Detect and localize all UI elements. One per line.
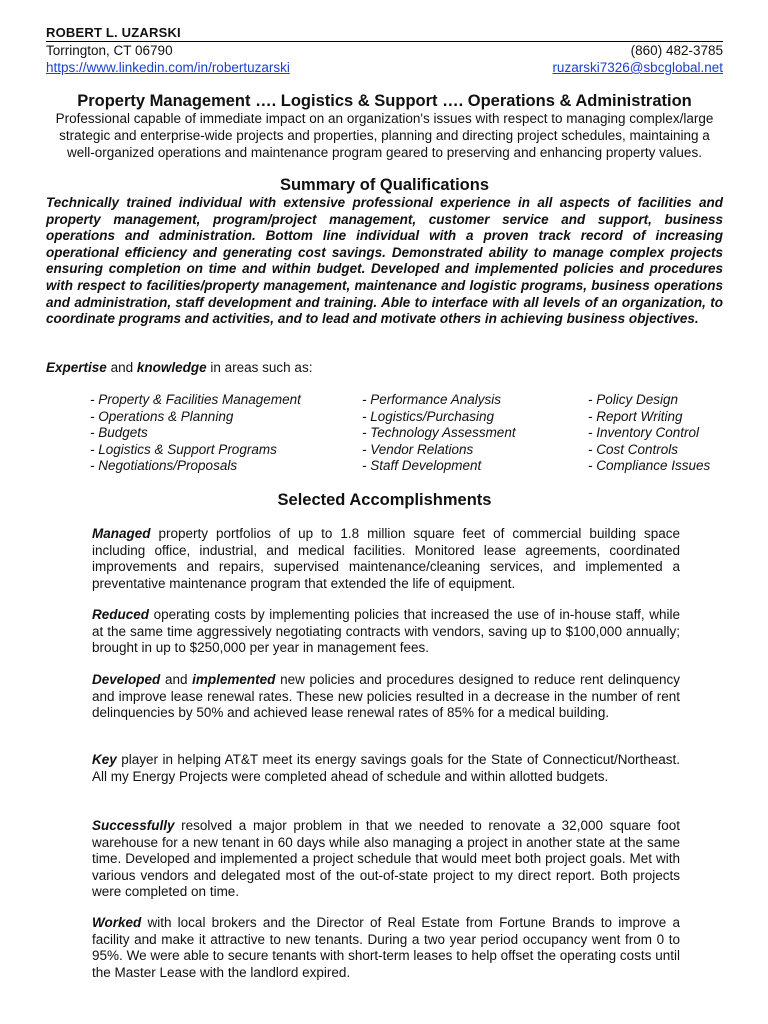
list-item: - Cost Controls (588, 441, 679, 457)
list-item: - Performance Analysis (362, 392, 502, 407)
intro-paragraph: Professional capable of immediate impact on an organization's issues with respect to managing complex/large strategic and enterprise-wide projects and properties, planning and directing project schedules, maintaining a well-organized operations and maintenance program geared to preserving and enhancing property values. (55, 111, 714, 160)
list-item: - Budgets (90, 425, 148, 441)
accomplishment-text: player in helping AT&T meet its energy savings goals for the State of Connecticut/Northeast. All my Energy Projects were completed ahead of schedule and within allotted budgets. (92, 752, 680, 784)
headline: Property Management …. Logistics & Support …. Operations & Administration (77, 92, 692, 110)
accomplishment-lead: Key (92, 752, 117, 767)
list-item: - Operations & Planning (90, 408, 234, 424)
list-item: - Staff Development (362, 458, 482, 474)
expertise-column-1 (90, 392, 301, 475)
list-item: - Inventory Control (588, 425, 700, 441)
knowledge-word: knowledge (136, 360, 207, 375)
contact-row-1 (46, 42, 723, 59)
list-item: - Vendor Relations (362, 441, 474, 457)
email-link[interactable]: ruzarski7326@sbcglobal.net (552, 60, 723, 75)
expertise-word: Expertise (46, 360, 107, 375)
linkedin-link[interactable]: https://www.linkedin.com/in/robertuzarski (46, 60, 290, 75)
accomplishment-lead: Managed (92, 526, 151, 541)
accomplishment-item (92, 607, 680, 657)
summary-paragraph: Technically trained individual with extensive professional experience in all aspects of facilities and property management, program/project management, customer service and support, business operations and administration. Bottom line individual with a proven track record of increasing operational efficiency and generating cost savings. Demonstrated ability to manage complex projects ensuring completion on time and within budget. Developed and implemented policies and procedures with respect to facilities/property management, maintenance and logistic programs, business operations and administration, staff development and training. Able to interface with all levels of an organization, to coordinate programs and activities, and to lead and motivate others in achieving business objectives. (46, 195, 723, 327)
accomplishment-item (92, 915, 680, 981)
expertise-intro (46, 360, 312, 375)
list-item: - Logistics & Support Programs (90, 441, 277, 457)
accomplishment-lead: Reduced (92, 607, 150, 622)
list-item: - Logistics/Purchasing (362, 408, 495, 424)
accomplishment-text: property portfolios of up to 1.8 million square feet of commercial building space including office, industrial, and medical facilities. Monitored lease agreements, coordinated improvements and repairs, supervised maintenance/cleaning services, and implemented a preventative maintenance program that extended the life of equipment. (92, 526, 680, 591)
list-item: - Report Writing (588, 408, 683, 424)
accomplishment-item (92, 818, 680, 901)
accomplishment-text: resolved a major problem in that we needed to renovate a 32,000 square foot warehouse for a new tenant in 60 days while also managing a project in another state at the same time. Developed and implemented a project schedule that would meet both project goals. Met with various vendors and delegated most of the out-of-state project to my direct report. Both projects were completed on time. (92, 818, 680, 900)
accomplishment-item (92, 526, 680, 592)
accomplishment-lead: Developed (92, 672, 161, 687)
phone-number: (860) 482-3785 (630, 43, 723, 58)
accomplishment-lead: Worked (92, 915, 142, 930)
list-item: - Policy Design (588, 392, 679, 407)
accomplishment-text: with local brokers and the Director of Real Estate from Fortune Brands to improve a facility and make it attractive to new tenants. During a two year period occupancy went from 0 to 95%. We were able to secure tenants with short-term leases to help offset the operating costs until the Master Lease with the landlord expired. (92, 915, 680, 980)
summary-title: Summary of Qualifications (279, 176, 490, 194)
expertise-column-2 (362, 392, 516, 475)
accomplishments-title: Selected Accomplishments (277, 491, 492, 509)
list-item: - Property & Facilities Management (90, 392, 301, 407)
accomplishment-lead: Successfully (92, 818, 175, 833)
accomplishment-text: new policies and procedures designed to reduce rent delinquency and improve lease renewal rates. These new policies resulted in a decrease in the number of rent delinquencies by 50% and achieved lease renewal rates of 85% for a medical building. (92, 672, 680, 721)
accomplishment-and: and (160, 672, 193, 687)
list-item: - Technology Assessment (362, 425, 516, 441)
contact-row-2 (46, 59, 723, 76)
candidate-name: ROBERT L. UZARSKI (46, 24, 723, 42)
contact-header (46, 24, 723, 76)
list-item: - Compliance Issues (588, 458, 711, 474)
accomplishment-text: operating costs by implementing policies that increased the use of in-house staff, while at the same time aggressively negotiating contracts with vendors, saving up to $100,000 annually; brought in up to $250,000 per year in management fees. (92, 607, 680, 656)
accomplishment-item (92, 672, 680, 722)
expertise-rest: in areas such as: (210, 360, 313, 375)
expertise-and: and (110, 360, 134, 375)
city-state-zip: Torrington, CT 06790 (46, 43, 173, 58)
list-item: - Negotiations/Proposals (90, 458, 238, 474)
accomplishment-item (92, 752, 680, 785)
expertise-column-3 (588, 392, 710, 475)
accomplishment-lead-2: implemented (192, 672, 276, 687)
